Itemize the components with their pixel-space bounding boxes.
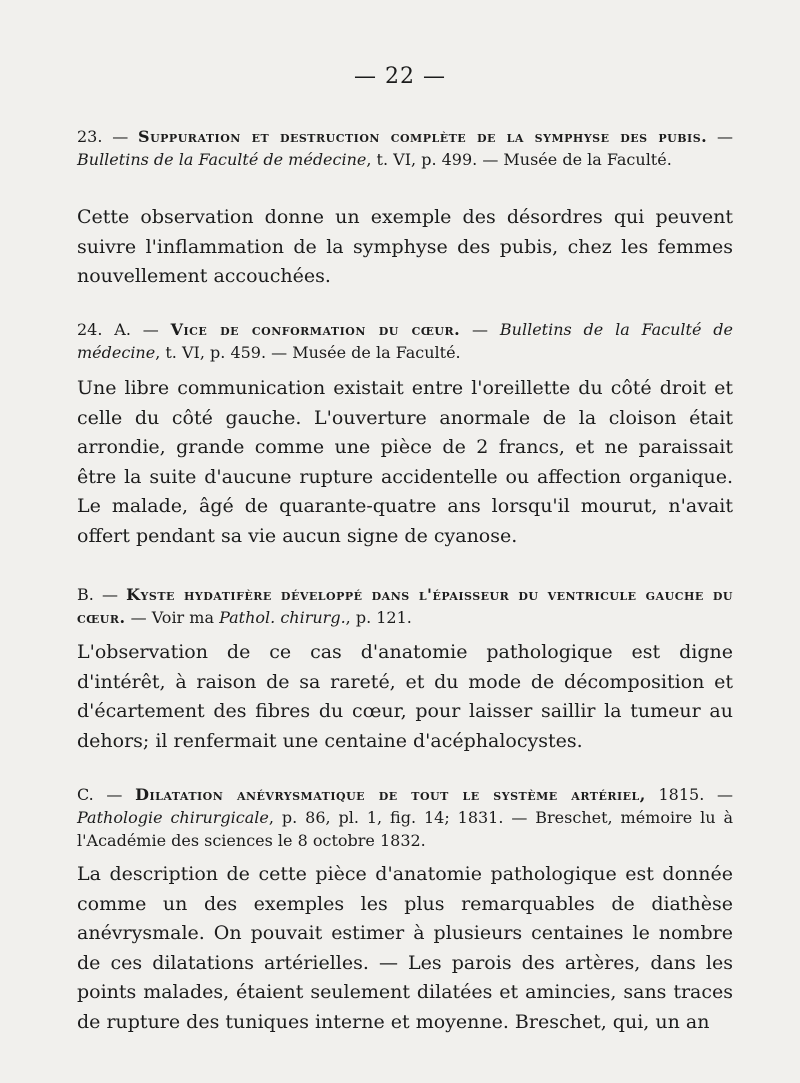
entry-reference: Pathologie chirurgicale [77, 808, 269, 827]
entry-paragraph-b: L'observation de ce cas d'anatomie pathologique est digne d'intérêt, à raison de sa rareté, et du mode de décomposition et d'écartement des fibres du cœur, pour laisser saillir la tumeur au dehors; il renfermait une centaine d'acéphalocystes. [77, 641, 733, 752]
entry-reference-details: , p. 86, pl. 1, fig. 14; 1831. — Breschet, mémoire lu à l'Académie des sciences le 8 octobre 1832. [77, 808, 734, 850]
entry-prefix: B. — [77, 585, 127, 604]
entry-reference: Bulletins de la Faculté de médecine [77, 150, 367, 169]
entry-reference: Pathol. chirurg. [219, 608, 346, 627]
entry-paragraph-c: La description de cette pièce d'anatomie pathologique est donnée comme un des exemples les plus remarquables de diathèse anévrysmale. On pouvait estimer à plusieurs centaines le nombre de ces dilatations artérielles. — Les parois des artères, dans les points malades, étaient seulement dilatées et amincies, sans traces de rupture des tuniques interne et moyenne. Breschet, qui, un an [77, 863, 733, 1033]
entry-heading-c [77, 783, 733, 852]
entry-heading-23 [77, 125, 733, 171]
entry-heading-b [77, 583, 733, 629]
entry-separator: 1815. — [645, 785, 733, 804]
entry-reference: Bulletins de la Faculté de médecine [77, 320, 733, 362]
entry-separator: — Voir ma [125, 608, 220, 627]
entry-prefix: 24. A. — [77, 320, 171, 339]
entry-reference-details: , t. VI, p. 459. — Musée de la Faculté. [155, 343, 461, 362]
entry-separator: — [460, 320, 500, 339]
entry-reference-details: , p. 121. [345, 608, 412, 627]
entry-title: Vice de conformation du cœur. [170, 320, 461, 339]
entry-separator: — [707, 127, 733, 146]
entry-reference-details: , t. VI, p. 499. — Musée de la Faculté. [366, 150, 672, 169]
page-number: — 22 — [354, 64, 446, 89]
entry-title: Dilatation anévrysmatique de tout le système artériel, [135, 785, 646, 804]
entry-prefix: 23. — [77, 127, 139, 146]
entry-title: Suppuration et destruction complète de la symphyse des pubis. [138, 127, 708, 146]
entry-prefix: C. — [77, 785, 136, 804]
entry-paragraph-23: Cette observation donne un exemple des désordres qui peuvent suivre l'inflammation de la symphyse des pubis, chez les femmes nouvellement accouchées. [77, 206, 733, 287]
entry-title: Kyste hydatifère développé dans l'épaisseur du ventricule gauche du cœur. [77, 585, 733, 627]
entry-paragraph-24a: Une libre communication existait entre l'oreillette du côté droit et celle du côté gauche. L'ouverture anormale de la cloison était arrondie, grande comme une pièce de 2 francs, et ne paraissait être la suite d'aucune rupture accidentelle ou affection organique. Le malade, âgé de quarante-quatre ans lorsqu'il mourut, n'avait offert pendant sa vie aucun signe de cyanose. [77, 377, 733, 547]
entry-heading-24a [77, 318, 733, 364]
